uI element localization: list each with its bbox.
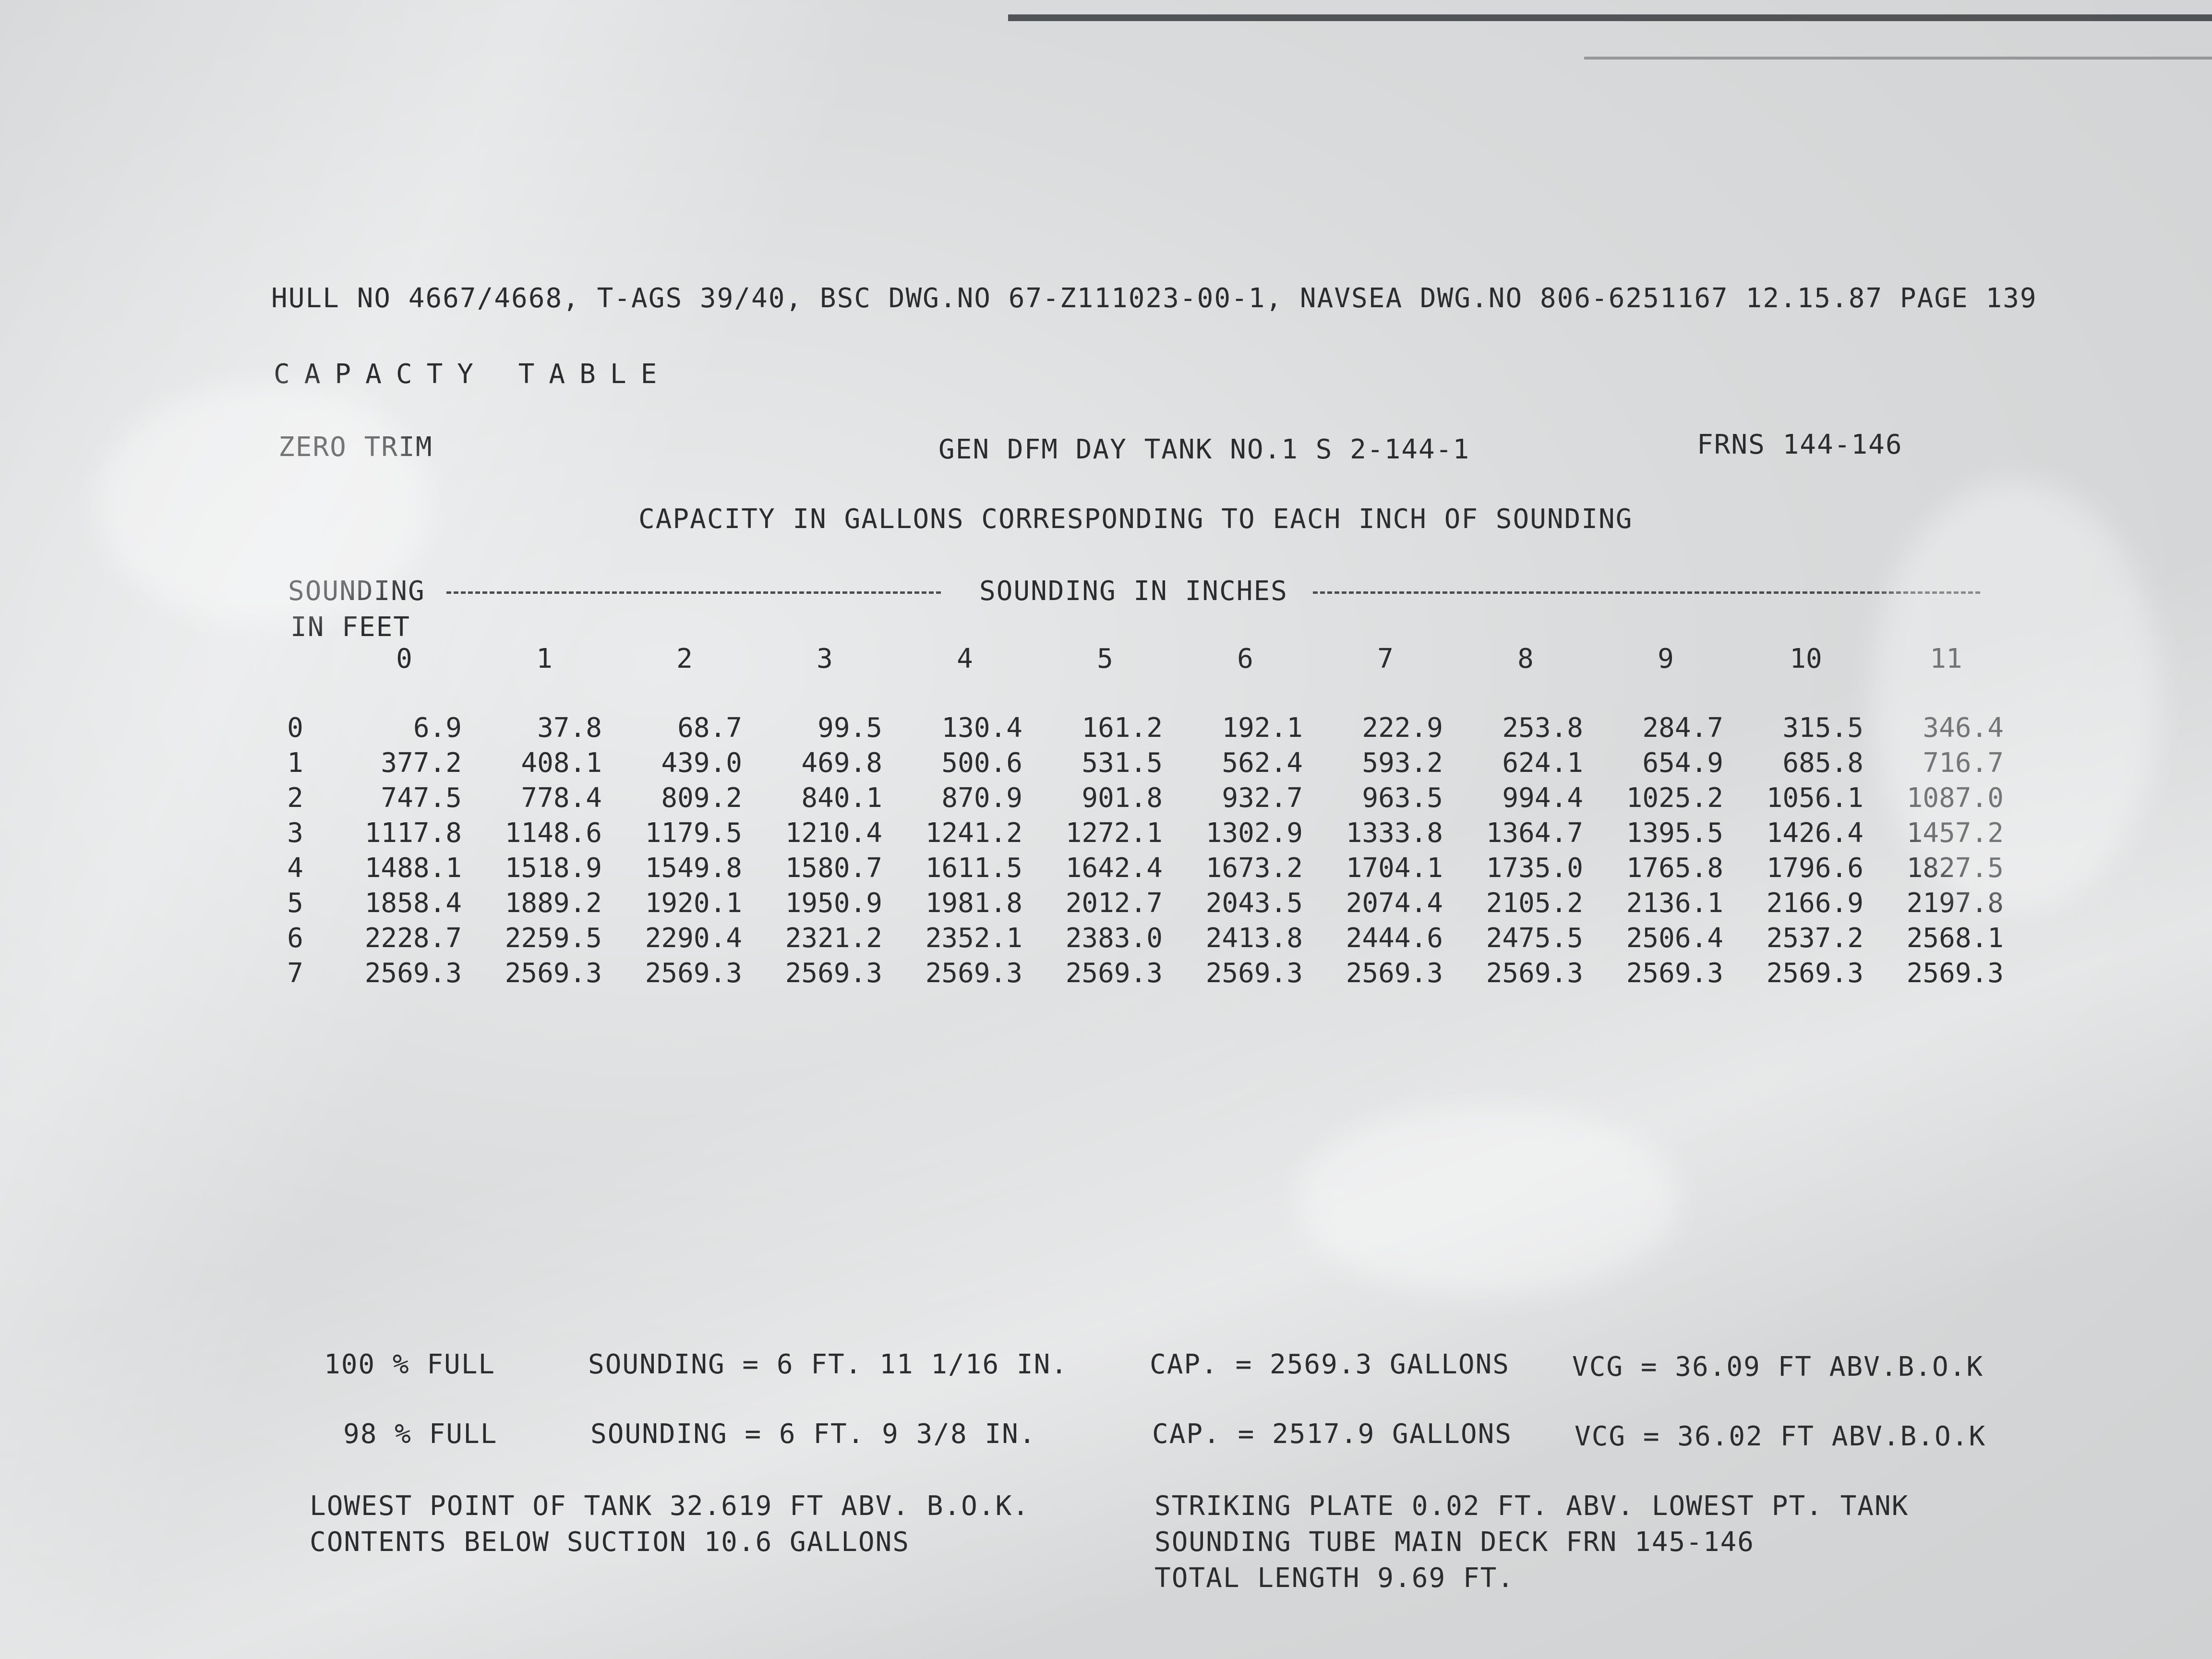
capacity-cell: 1765.8 xyxy=(1626,853,1723,884)
capacity-cell: 222.9 xyxy=(1362,712,1443,744)
capacity-cell: 99.5 xyxy=(817,712,882,744)
capacity-cell: 778.4 xyxy=(521,782,602,814)
inch-header: 5 xyxy=(1097,643,1113,674)
capacity-cell: 2475.5 xyxy=(1486,923,1583,954)
table-row xyxy=(269,921,2004,956)
glare-reflection xyxy=(1296,1104,1680,1296)
capacity-cell: 2569.3 xyxy=(645,958,742,989)
capacity-cell: 2352.1 xyxy=(925,923,1022,954)
capacity-cell: 1889.2 xyxy=(505,888,602,919)
feet-cell: 4 xyxy=(287,853,303,884)
table-subtitle: CAPACITY IN GALLONS CORRESPONDING TO EACH INCH OF SOUNDING xyxy=(638,504,1633,535)
capacity-cell: 1333.8 xyxy=(1346,817,1443,849)
capacity-cell: 439.0 xyxy=(661,747,742,779)
inch-header: 11 xyxy=(1930,643,1962,674)
page-title: CAPACTY TABLE xyxy=(274,359,672,390)
full-98-label: 98 % FULL xyxy=(343,1419,498,1450)
sounding-tube: SOUNDING TUBE MAIN DECK FRN 145-146 xyxy=(1154,1527,1755,1558)
capacity-cell: 161.2 xyxy=(1082,712,1163,744)
full-100-sounding: SOUNDING = 6 FT. 11 1/16 IN. xyxy=(588,1349,1069,1380)
capacity-cell: 2105.2 xyxy=(1486,888,1583,919)
capacity-cell: 2569.3 xyxy=(1205,958,1303,989)
capacity-cell: 1210.4 xyxy=(785,817,882,849)
capacity-cell: 6.9 xyxy=(413,712,462,744)
trim-label: ZERO TRIM xyxy=(278,432,433,463)
capacity-cell: 2290.4 xyxy=(645,923,742,954)
inch-header: 9 xyxy=(1658,643,1674,674)
feet-cell: 3 xyxy=(287,817,303,849)
capacity-cell: 1056.1 xyxy=(1766,782,1863,814)
capacity-cell: 2012.7 xyxy=(1065,888,1163,919)
capacity-cell: 2136.1 xyxy=(1626,888,1723,919)
capacity-cell: 2568.1 xyxy=(1906,923,2004,954)
table-row xyxy=(269,781,2004,816)
feet-cell: 5 xyxy=(287,888,303,919)
capacity-cell: 315.5 xyxy=(1782,712,1863,744)
capacity-cell: 1364.7 xyxy=(1486,817,1583,849)
capacity-cell: 1025.2 xyxy=(1626,782,1723,814)
capacity-cell: 1981.8 xyxy=(925,888,1022,919)
glare-reflection xyxy=(1872,480,2160,912)
capacity-cell: 1858.4 xyxy=(364,888,462,919)
capacity-cell: 130.4 xyxy=(941,712,1022,744)
capacity-cell: 1395.5 xyxy=(1626,817,1723,849)
capacity-cell: 1735.0 xyxy=(1486,853,1583,884)
capacity-cell: 37.8 xyxy=(537,712,602,744)
capacity-cell: 2383.0 xyxy=(1065,923,1163,954)
capacity-cell: 1241.2 xyxy=(925,817,1022,849)
capacity-cell: 1580.7 xyxy=(785,853,882,884)
inch-header: 2 xyxy=(676,643,693,674)
inch-header: 7 xyxy=(1377,643,1394,674)
capacity-cell: 1796.6 xyxy=(1766,853,1863,884)
table-row xyxy=(269,745,2004,781)
full-100-label: 100 % FULL xyxy=(324,1349,496,1380)
column-header: SOUNDING IN INCHES xyxy=(979,576,1288,607)
capacity-cell: 500.6 xyxy=(941,747,1022,779)
capacity-cell: 284.7 xyxy=(1642,712,1723,744)
capacity-cell: 2569.3 xyxy=(785,958,882,989)
capacity-cell: 2569.3 xyxy=(1766,958,1863,989)
top-border-rule xyxy=(1008,14,2212,21)
capacity-cell: 901.8 xyxy=(1082,782,1163,814)
capacity-cell: 809.2 xyxy=(661,782,742,814)
capacity-cell: 1920.1 xyxy=(645,888,742,919)
capacity-cell: 2569.3 xyxy=(1906,958,2004,989)
capacity-cell: 1642.4 xyxy=(1065,853,1163,884)
capacity-cell: 747.5 xyxy=(381,782,462,814)
table-row xyxy=(269,886,2004,921)
capacity-cell: 2074.4 xyxy=(1346,888,1443,919)
capacity-cell: 932.7 xyxy=(1222,782,1303,814)
capacity-cell: 1148.6 xyxy=(505,817,602,849)
feet-cell: 1 xyxy=(287,747,303,779)
inch-header: 8 xyxy=(1517,643,1534,674)
capacity-cell: 1272.1 xyxy=(1065,817,1163,849)
capacity-cell: 1457.2 xyxy=(1906,817,2004,849)
inch-header: 1 xyxy=(536,643,553,674)
capacity-cell: 1704.1 xyxy=(1346,853,1443,884)
table-row xyxy=(269,816,2004,851)
capacity-cell: 840.1 xyxy=(801,782,882,814)
capacity-cell: 2569.3 xyxy=(1626,958,1723,989)
capacity-cell: 2569.3 xyxy=(1346,958,1443,989)
full-98-vcg: VCG = 36.02 FT ABV.B.O.K xyxy=(1575,1421,1986,1452)
feet-cell: 7 xyxy=(287,958,303,989)
capacity-cell: 685.8 xyxy=(1782,747,1863,779)
capacity-cell: 994.4 xyxy=(1502,782,1583,814)
full-98-capacity: CAP. = 2517.9 GALLONS xyxy=(1152,1419,1513,1450)
capacity-cell: 408.1 xyxy=(521,747,602,779)
capacity-cell: 1518.9 xyxy=(505,853,602,884)
table-row xyxy=(269,710,2004,745)
capacity-cell: 2569.3 xyxy=(925,958,1022,989)
capacity-cell: 2569.3 xyxy=(364,958,462,989)
capacity-cell: 469.8 xyxy=(801,747,882,779)
capacity-cell: 1950.9 xyxy=(785,888,882,919)
full-100-vcg: VCG = 36.09 FT ABV.B.O.K xyxy=(1572,1351,1984,1382)
contents-below-suction: CONTENTS BELOW SUCTION 10.6 GALLONS xyxy=(310,1527,910,1558)
frames-label: FRNS 144-146 xyxy=(1697,429,1903,460)
capacity-cell: 531.5 xyxy=(1082,747,1163,779)
capacity-cell: 2321.2 xyxy=(785,923,882,954)
capacity-cell: 2569.3 xyxy=(1486,958,1583,989)
capacity-cell: 624.1 xyxy=(1502,747,1583,779)
feet-cell: 2 xyxy=(287,782,303,814)
header-dashes-left xyxy=(446,591,941,594)
inch-header: 10 xyxy=(1790,643,1822,674)
table-row xyxy=(269,851,2004,886)
capacity-cell: 593.2 xyxy=(1362,747,1443,779)
capacity-cell: 2228.7 xyxy=(364,923,462,954)
top-border-rule-secondary xyxy=(1584,57,2212,60)
lowest-point: LOWEST POINT OF TANK 32.619 FT ABV. B.O.K. xyxy=(310,1491,1030,1522)
feet-cell: 6 xyxy=(287,923,303,954)
inch-header: 3 xyxy=(817,643,833,674)
header-line: HULL NO 4667/4668, T-AGS 39/40, BSC DWG.NO 67-Z111023-00-1, NAVSEA DWG.NO 806-6251167 12.15.87 PAGE 139 xyxy=(271,283,2037,314)
capacity-cell: 2413.8 xyxy=(1205,923,1303,954)
capacity-cell: 1611.5 xyxy=(925,853,1022,884)
table-row xyxy=(269,956,2004,991)
total-length: TOTAL LENGTH 9.69 FT. xyxy=(1154,1563,1515,1594)
capacity-cell: 963.5 xyxy=(1362,782,1443,814)
capacity-cell: 346.4 xyxy=(1923,712,2004,744)
capacity-cell: 68.7 xyxy=(677,712,742,744)
capacity-cell: 1673.2 xyxy=(1205,853,1303,884)
tank-name: GEN DFM DAY TANK NO.1 S 2-144-1 xyxy=(938,434,1470,465)
capacity-cell: 2197.8 xyxy=(1906,888,2004,919)
capacity-table xyxy=(269,710,2004,991)
glare-reflection xyxy=(96,384,432,624)
feet-cell: 0 xyxy=(287,712,303,744)
inch-header: 6 xyxy=(1237,643,1253,674)
capacity-cell: 253.8 xyxy=(1502,712,1583,744)
capacity-cell: 192.1 xyxy=(1222,712,1303,744)
full-98-sounding: SOUNDING = 6 FT. 9 3/8 IN. xyxy=(590,1419,1036,1450)
capacity-cell: 2444.6 xyxy=(1346,923,1443,954)
capacity-cell: 1827.5 xyxy=(1906,853,2004,884)
capacity-cell: 377.2 xyxy=(381,747,462,779)
capacity-cell: 654.9 xyxy=(1642,747,1723,779)
inch-header: 0 xyxy=(396,643,412,674)
capacity-cell: 1549.8 xyxy=(645,853,742,884)
capacity-cell: 2537.2 xyxy=(1766,923,1863,954)
capacity-cell: 1179.5 xyxy=(645,817,742,849)
striking-plate: STRIKING PLATE 0.02 FT. ABV. LOWEST PT. TANK xyxy=(1154,1491,1909,1522)
capacity-cell: 716.7 xyxy=(1923,747,2004,779)
capacity-cell: 1426.4 xyxy=(1766,817,1863,849)
capacity-cell: 1488.1 xyxy=(364,853,462,884)
row-header-line1: SOUNDING xyxy=(288,576,425,607)
header-dashes-right xyxy=(1313,591,1980,594)
capacity-cell: 2259.5 xyxy=(505,923,602,954)
capacity-cell: 562.4 xyxy=(1222,747,1303,779)
full-100-capacity: CAP. = 2569.3 GALLONS xyxy=(1150,1349,1510,1380)
capacity-cell: 2506.4 xyxy=(1626,923,1723,954)
row-header-line2: IN FEET xyxy=(290,612,411,643)
capacity-cell: 2166.9 xyxy=(1766,888,1863,919)
capacity-cell: 1087.0 xyxy=(1906,782,2004,814)
capacity-cell: 2569.3 xyxy=(1065,958,1163,989)
inch-header: 4 xyxy=(957,643,973,674)
capacity-cell: 1302.9 xyxy=(1205,817,1303,849)
capacity-cell: 870.9 xyxy=(941,782,1022,814)
capacity-cell: 2569.3 xyxy=(505,958,602,989)
capacity-cell: 2043.5 xyxy=(1205,888,1303,919)
capacity-cell: 1117.8 xyxy=(364,817,462,849)
